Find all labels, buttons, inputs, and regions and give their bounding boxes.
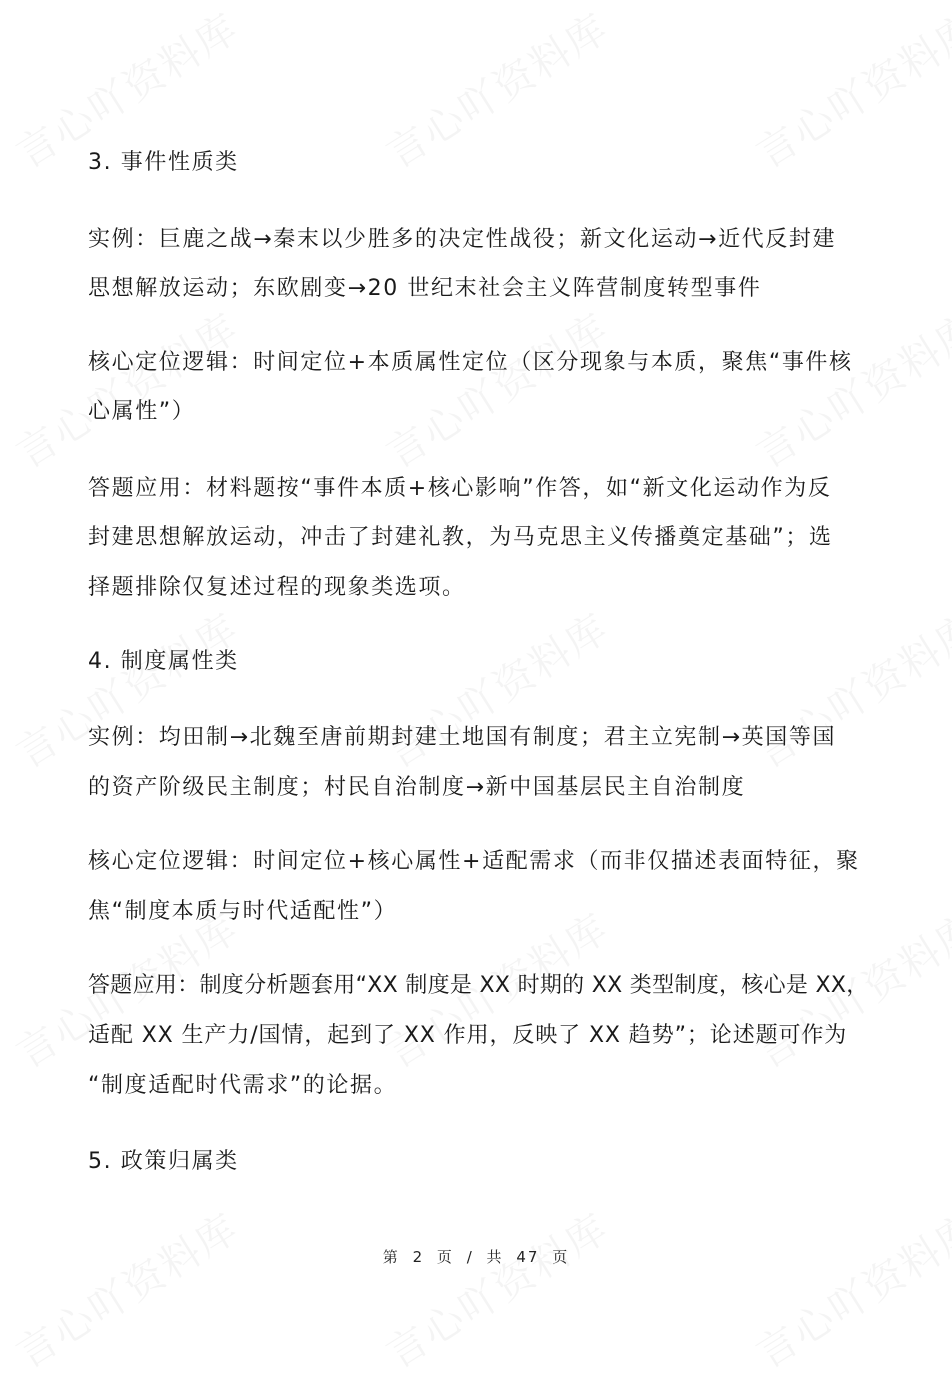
footer-total-prefix: 共 <box>486 1248 504 1266</box>
watermark-text <box>374 298 618 480</box>
footer-unit: 页 <box>436 1248 454 1266</box>
text-line: 核心定位逻辑：时间定位+核心属性+适配需求（而非仅描述表面特征，聚 <box>88 849 860 874</box>
page-number: 2 <box>412 1248 425 1266</box>
text-line: 核心定位逻辑：时间定位+本质属性定位（区分现象与本质，聚焦“事件核 <box>88 350 853 375</box>
watermark-text <box>374 1198 618 1379</box>
text-line: 心属性”） <box>88 399 196 424</box>
watermark-text <box>374 0 618 179</box>
text-line: 实例：巨鹿之战→秦末以少胜多的决定性战役；新文化运动→近代反封建 <box>88 227 837 252</box>
section-heading: 3. 事件性质类 <box>88 150 239 175</box>
footer-prefix: 第 <box>382 1248 400 1266</box>
text-line: 实例：均田制→北魏至唐前期封建土地国有制度；君主立宪制→英国等国 <box>88 725 837 750</box>
watermark-text <box>744 0 952 179</box>
page-footer <box>0 1246 952 1267</box>
total-pages: 47 <box>516 1248 540 1266</box>
text-line: 的资产阶级民主制度；村民自治制度→新中国基层民主自治制度 <box>88 775 746 800</box>
text-line: 答题应用：材料题按“事件本质+核心影响”作答，如“新文化运动作为反 <box>88 476 832 501</box>
section-heading: 5. 政策归属类 <box>88 1149 239 1174</box>
watermark-text <box>4 298 248 480</box>
section-heading: 4. 制度属性类 <box>88 649 239 674</box>
text-line: 思想解放运动；东欧剧变→20 世纪末社会主义阵营制度转型事件 <box>88 276 762 301</box>
text-line: 焦“制度本质与时代适配性”） <box>88 899 398 924</box>
text-line: 答题应用：制度分析题套用“XX 制度是 XX 时期的 XX 类型制度，核心是 XX， <box>88 973 869 998</box>
watermark-text <box>744 298 952 480</box>
footer-separator: / <box>466 1248 474 1266</box>
watermark-text <box>4 1198 248 1379</box>
text-line: 择题排除仅复述过程的现象类选项。 <box>88 575 466 600</box>
text-line: “制度适配时代需求”的论据。 <box>88 1073 398 1098</box>
footer-total-unit: 页 <box>552 1248 570 1266</box>
watermark-text <box>744 1198 952 1379</box>
text-line: 封建思想解放运动，冲击了封建礼教，为马克思主义传播奠定基础”；选 <box>88 525 833 550</box>
text-line: 适配 XX 生产力/国情，起到了 XX 作用，反映了 XX 趋势”；论述题可作为 <box>88 1023 848 1048</box>
